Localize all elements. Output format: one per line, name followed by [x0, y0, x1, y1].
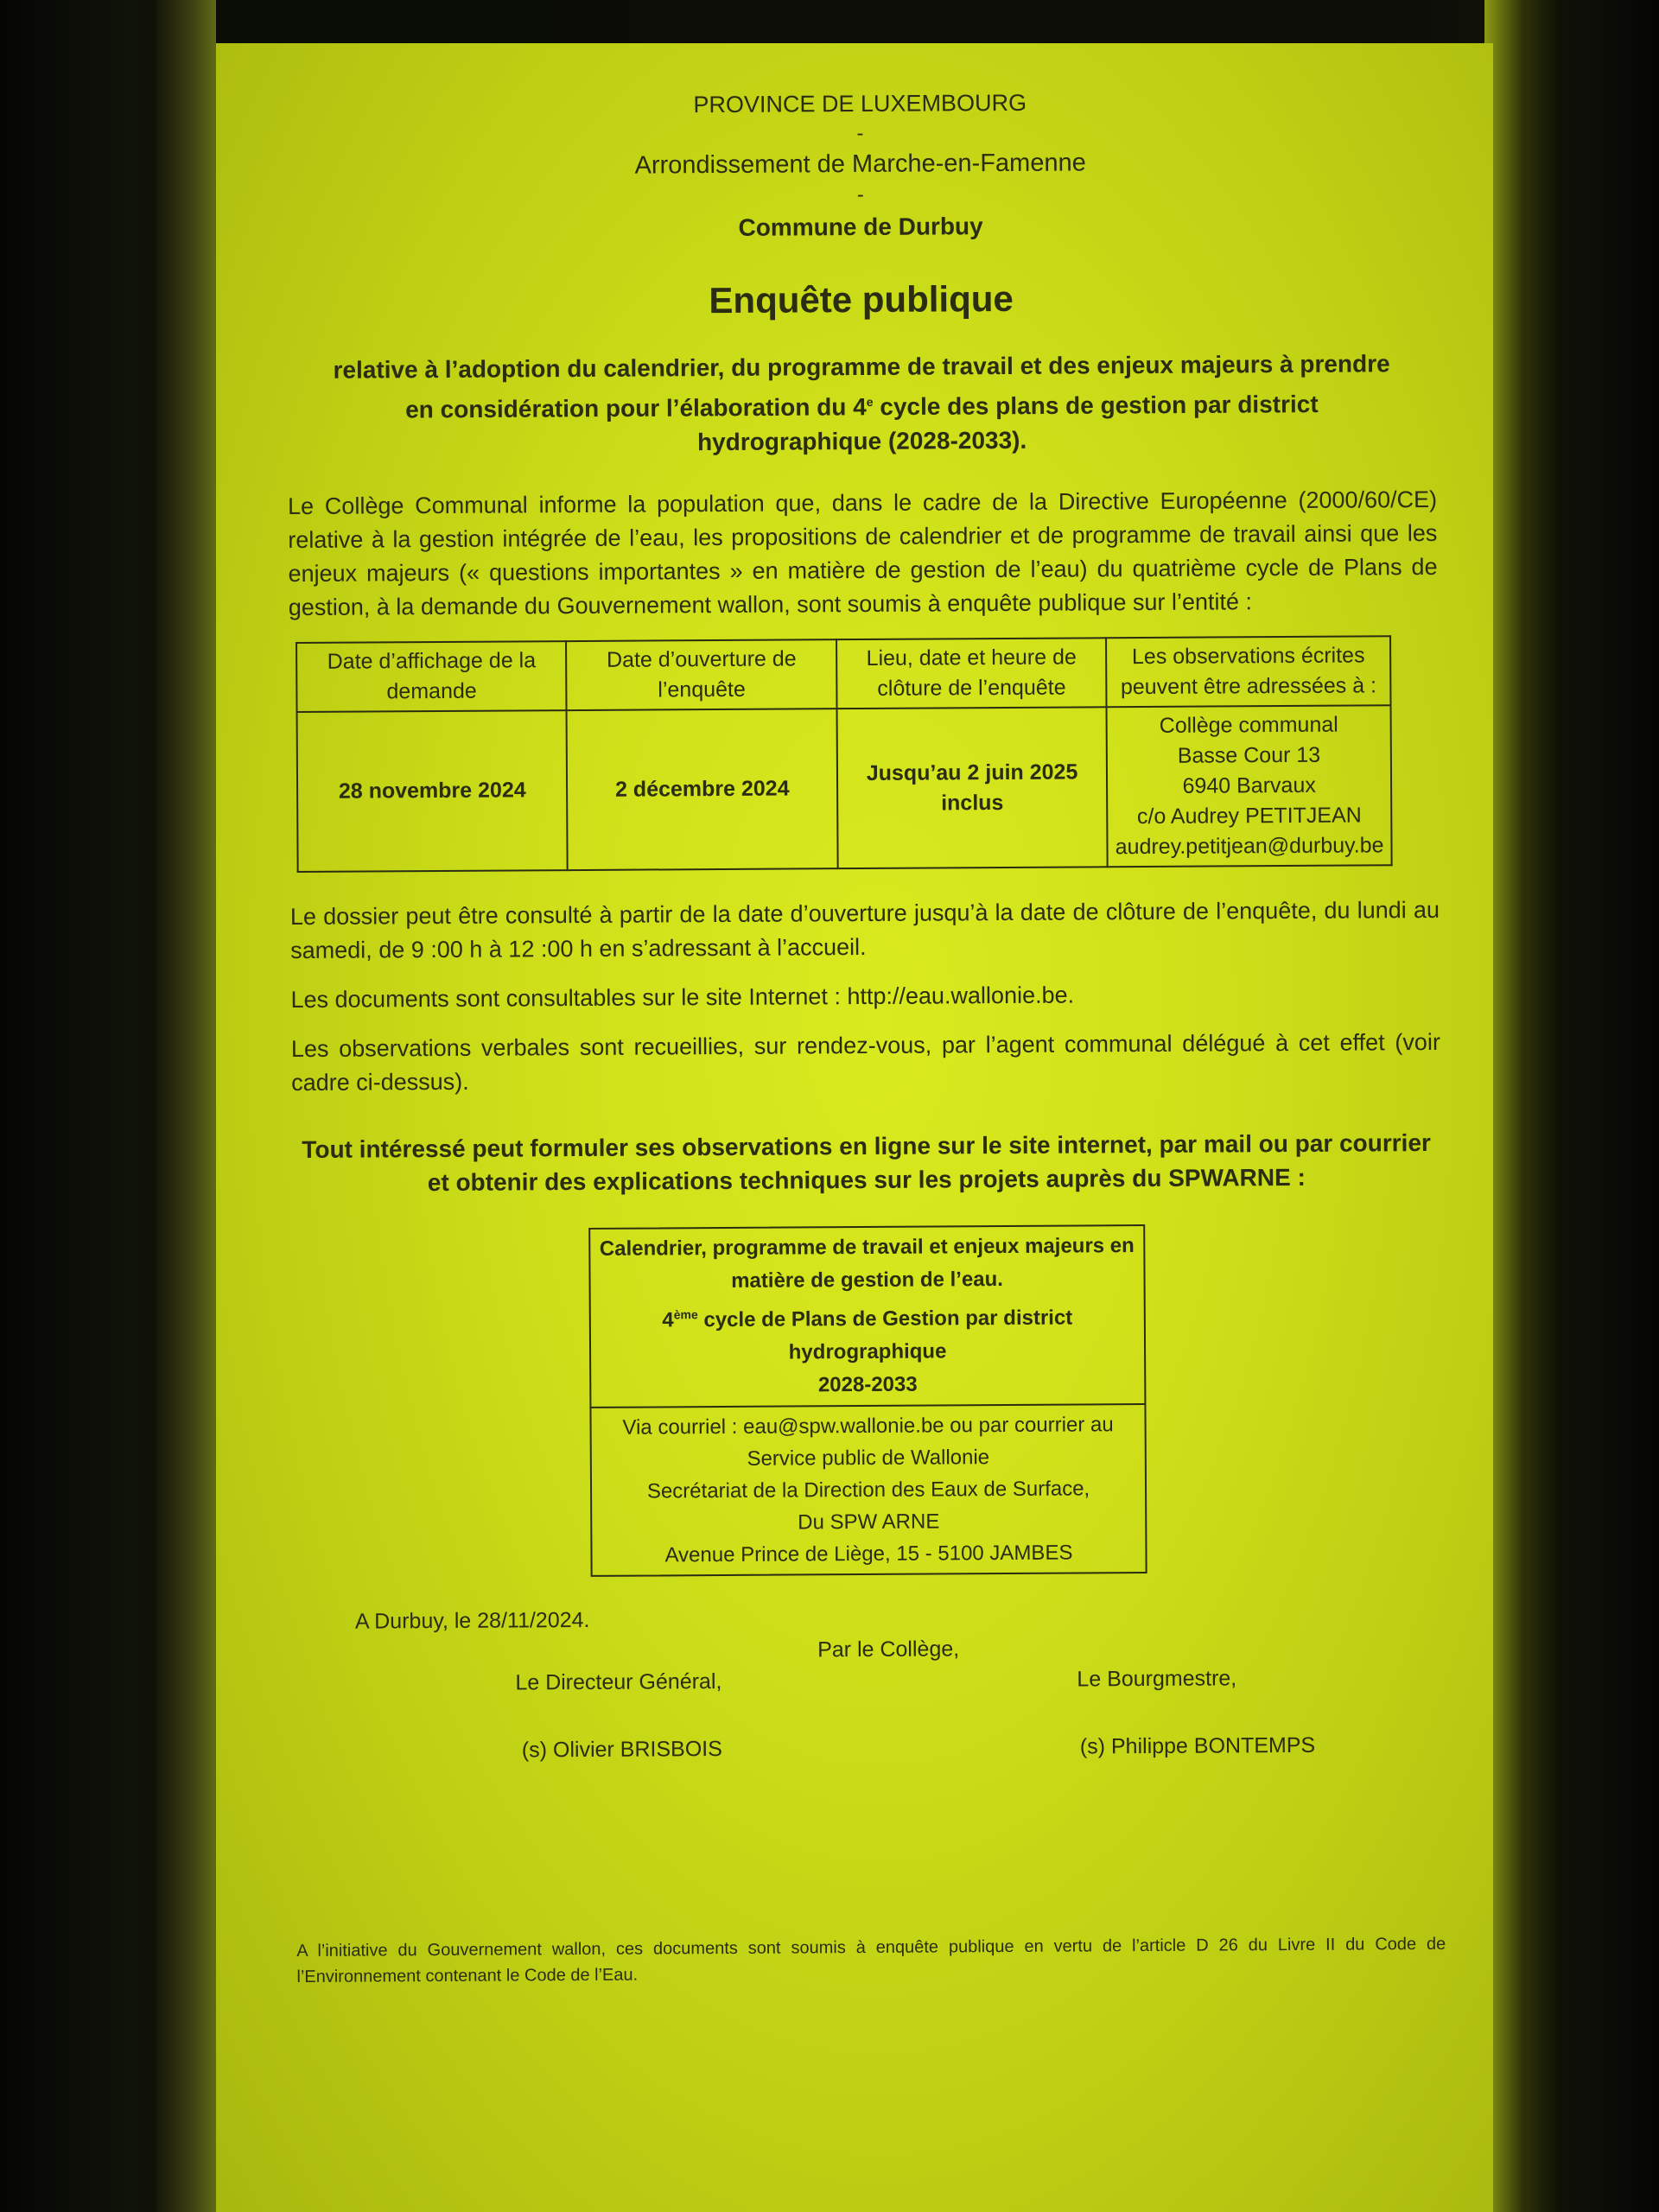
by-college: Par le Collège, — [817, 1637, 960, 1662]
legal-footnote: A l’initiative du Gouvernement wallon, ces documents sont soumis à enquête publique en vertu de l’article D 26 du Livre II du Code de l’Environnement contenant le Code de l’Eau. — [296, 1935, 1446, 1987]
schedule-value-row — [297, 706, 1392, 873]
display-date-cell: 28 novembre 2024 — [297, 710, 569, 872]
spw-cycle-text: cycle de Plans de Gestion par district hydrographique — [697, 1306, 1073, 1364]
left-signatory-name: (s) Olivier BRISBOIS — [521, 1737, 722, 1763]
address-line: Collège communal — [1159, 712, 1338, 739]
subtitle-superscript: e — [866, 394, 874, 409]
header-display-date: Date d’affichage de la demande — [296, 641, 567, 712]
address-line: Basse Cour 13 — [1177, 743, 1321, 769]
notice-content — [285, 66, 1446, 1990]
separator: - — [856, 121, 864, 146]
spw-box-line: Calendrier, programme de travail et enjeux majeurs en — [599, 1234, 1135, 1262]
commune-heading: Commune de Durbuy — [738, 213, 983, 241]
spw-contact-box — [588, 1224, 1147, 1577]
header-written-observations: Les observations écrites peuvent être adressées à : — [1106, 637, 1390, 708]
documents-paragraph: Les documents sont consultables sur le site Internet : http://eau.wallonie.be. — [290, 982, 1075, 1014]
spw-contact-line: Service public de Wallonie — [747, 1446, 990, 1471]
subtitle-part2: cycle des plans de gestion par district hydrographique (2028-2033). — [696, 391, 1319, 456]
spw-box-title — [590, 1226, 1144, 1408]
spw-cycle-number: 4 — [662, 1308, 674, 1332]
address-line: 6940 Barvaux — [1182, 773, 1316, 799]
place-date: A Durbuy, le 28/11/2024. — [354, 1608, 590, 1634]
subtitle-part1: relative à l’adoption du calendrier, du programme de travail et des enjeux majeurs à prendre en considération pour l’élaboration du 4 — [333, 350, 1390, 423]
schedule-header-row — [296, 637, 1390, 713]
spw-contact-line: Avenue Prince de Liège, 15 - 5100 JAMBES — [664, 1541, 1073, 1567]
spw-box-line: matière de gestion de l’eau. — [731, 1268, 1004, 1294]
arrondissement-heading: Arrondissement de Marche-en-Famenne — [634, 149, 1086, 180]
spw-box-years: 2028-2033 — [817, 1372, 918, 1397]
address-cell — [1107, 706, 1392, 868]
header-closing: Lieu, date et heure de clôture de l’enquête — [836, 639, 1107, 709]
province-heading: PROVINCE DE LUXEMBOURG — [693, 89, 1027, 118]
separator: - — [856, 182, 864, 207]
right-signatory-name: (s) Philippe BONTEMPS — [1079, 1733, 1316, 1759]
display-frame-left — [156, 0, 216, 2212]
spw-box-contact — [591, 1405, 1145, 1575]
spw-contact-line: Via courriel : eau@spw.wallonie.be ou par courrier au — [622, 1413, 1114, 1440]
address-line: c/o Audrey PETITJEAN — [1136, 803, 1362, 830]
spw-box-line — [600, 1295, 1135, 1370]
schedule-table — [296, 636, 1393, 874]
spw-contact-line: Du SPW ARNE — [798, 1510, 940, 1535]
opening-date-cell: 2 décembre 2024 — [567, 709, 838, 871]
header-opening-date: Date d’ouverture de l’enquête — [566, 640, 836, 711]
online-observations-paragraph: Tout intéressé peut formuler ses observations en ligne sur le site internet, par mail ou par courrier et obtenir des explications techniques sur les projets auprès du SPWARNE : — [302, 1129, 1431, 1197]
signature-block — [295, 1603, 1445, 1783]
left-signatory-title: Le Directeur Général, — [515, 1669, 722, 1695]
display-frame-right — [1484, 0, 1562, 2212]
public-notice-poster — [216, 43, 1493, 2212]
spw-contact-line: Secrétariat de la Direction des Eaux de Surface, — [646, 1477, 1090, 1503]
spw-cycle-superscript: ème — [673, 1307, 698, 1322]
right-signatory-title: Le Bourgmestre, — [1077, 1666, 1237, 1692]
verbal-observations-paragraph: Les observations verbales sont recueillies, sur rendez-vous, par l’agent communal délégué à cet effet (voir cadre ci-dessus). — [290, 1029, 1440, 1096]
address-email: audrey.petitjean@durbuy.be — [1115, 833, 1384, 860]
closing-cell: Jusqu’au 2 juin 2025 inclus — [837, 708, 1108, 869]
notice-subtitle — [321, 346, 1402, 462]
notice-title: Enquête publique — [709, 277, 1014, 321]
intro-paragraph: Le Collège Communal informe la population que, dans le cadre de la Directive Européenne (2000/60/CE) relative à la gestion intégrée de l’eau, les propositions de calendrier et de programme de travail ainsi que les enjeux majeurs (« questions importantes » en matière de gestion de l’eau) du quatrième cycle de Plans de gestion, à la demande du Gouvernement wallon, sont soumis à enquête publique sur l’entité : — [287, 486, 1438, 621]
consultation-paragraph: Le dossier peut être consulté à partir de la date d’ouverture jusqu’à la date de clôture de l’enquête, du lundi au samedi, de 9 :00 h à 12 :00 h en s’adressant à l’accueil. — [289, 897, 1440, 964]
